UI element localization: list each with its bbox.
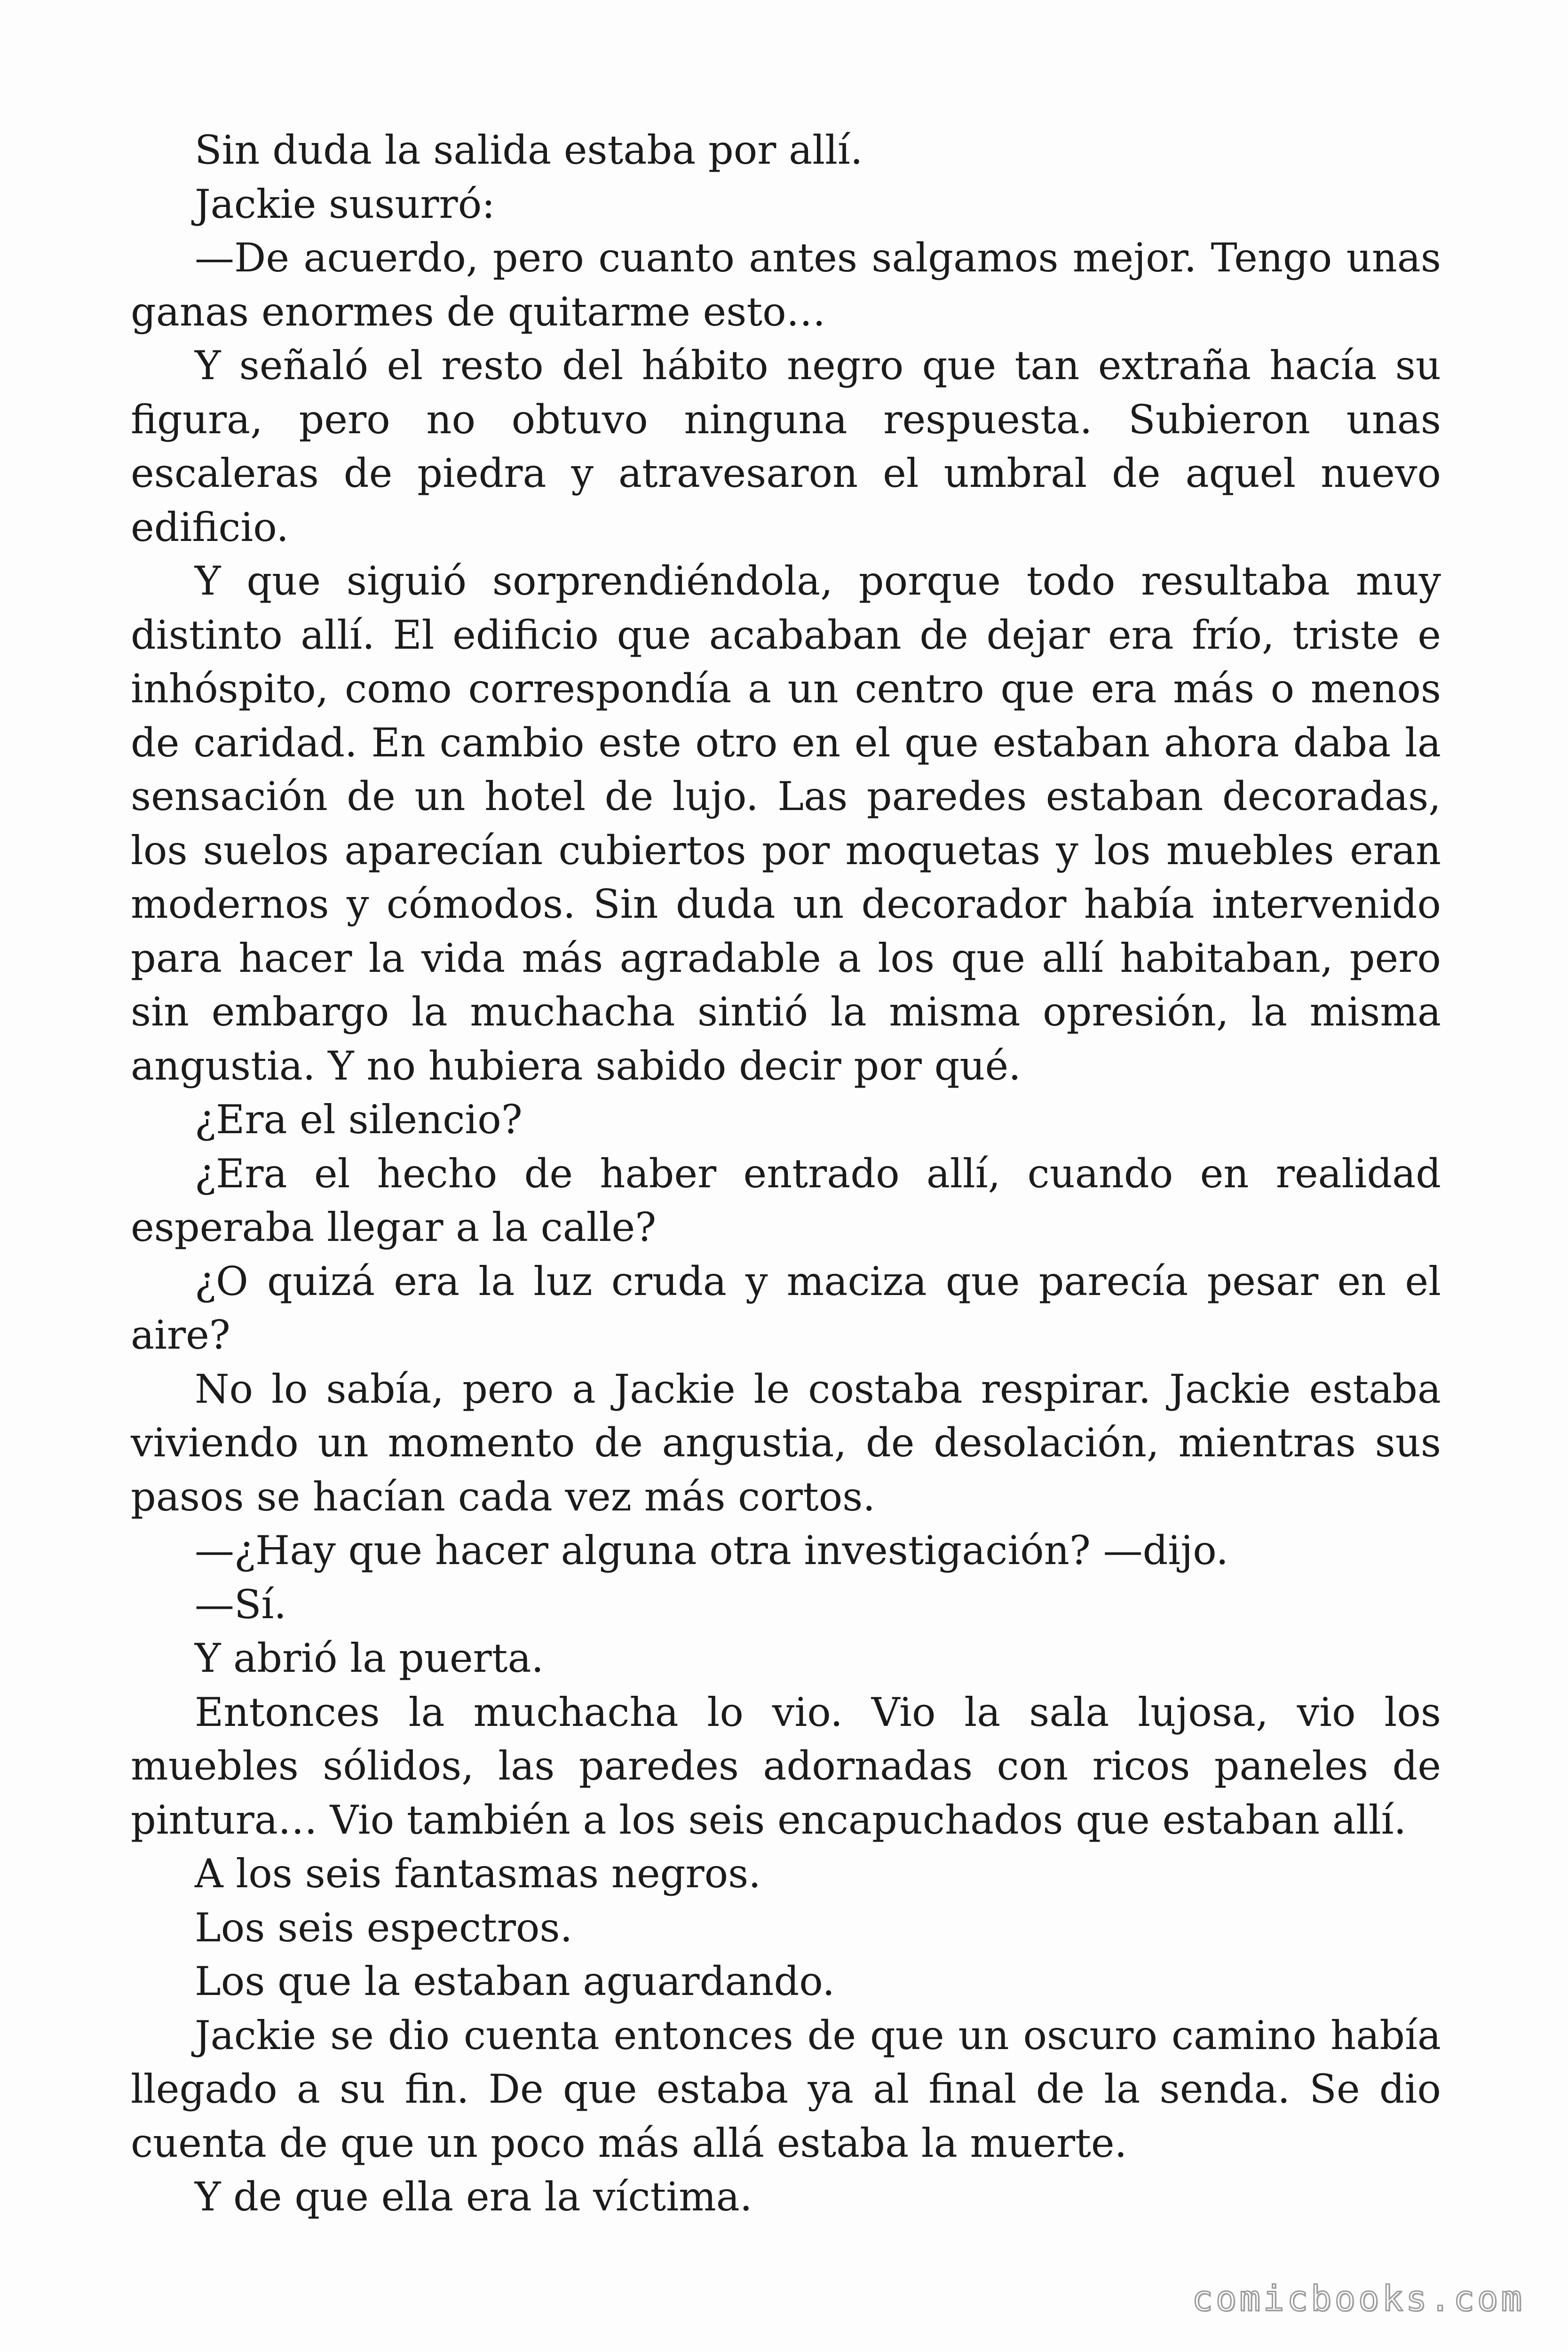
paragraph: Y abrió la puerta.: [195, 1635, 544, 1681]
paragraph: Y señaló el resto del hábito negro que tan extraña hacía su figura, pero no obtuvo ninguna respuesta. Subieron unas escaleras de piedra y atravesaron el umbral de aquel nuevo edificio.: [131, 342, 1441, 550]
paragraph: Los que la estaban aguardando.: [195, 1958, 835, 2004]
paragraph: Los seis espectros.: [195, 1904, 573, 1951]
paragraph: No lo sabía, pero a Jackie le costaba respirar. Jackie estaba viviendo un momento de angustia, de desolación, mientras sus pasos se hacían cada vez más cortos.: [131, 1366, 1441, 1520]
paragraph: Entonces la muchacha lo vio. Vio la sala lujosa, vio los muebles sólidos, las paredes adornadas con ricos paneles de pintura… Vio también a los seis encapuchados que estaban allí.: [131, 1689, 1441, 1843]
body-text: [131, 123, 1441, 2224]
paragraph: ¿Era el silencio?: [195, 1097, 523, 1143]
paragraph: Jackie se dio cuenta entonces de que un oscuro camino había llegado a su fin. De que estaba ya al final de la senda. Se dio cuenta de que un poco más allá estaba la muerte.: [131, 2012, 1441, 2166]
paragraph: Y que siguió sorprendiéndola, porque todo resultaba muy distinto allí. El edificio que acababan de dejar era frío, triste e inhóspito, como correspondía a un centro que era más o menos de caridad. En cambio este otro en el que estaban ahora daba la sensación de un hotel de lujo. Las paredes estaban decoradas, los suelos aparecían cubiertos por moquetas y los muebles eran modernos y cómodos. Sin duda un decorador había intervenido para hacer la vida más agradable a los que allí habitaban, pero sin embargo la muchacha sintió la misma opresión, la misma angustia. Y no hubiera sabido decir por qué.: [131, 558, 1441, 1089]
paragraph: ¿Era el hecho de haber entrado allí, cuando en realidad esperaba llegar a la calle?: [131, 1150, 1441, 1250]
paragraph: —¿Hay que hacer alguna otra investigación? —dijo.: [195, 1527, 1229, 1573]
watermark: comicbooks.com: [1192, 2279, 1525, 2319]
paragraph: Y de que ella era la víctima.: [195, 2174, 752, 2220]
paragraph: Jackie susurró:: [195, 181, 495, 227]
paragraph: —Sí.: [195, 1581, 287, 1628]
paragraph: A los seis fantasmas negros.: [195, 1851, 761, 1897]
paragraph: —De acuerdo, pero cuanto antes salgamos mejor. Tengo unas ganas enormes de quitarme esto…: [131, 235, 1441, 335]
paragraph: Sin duda la salida estaba por allí.: [195, 127, 863, 173]
paragraph: ¿O quizá era la luz cruda y maciza que parecía pesar en el aire?: [131, 1258, 1441, 1358]
